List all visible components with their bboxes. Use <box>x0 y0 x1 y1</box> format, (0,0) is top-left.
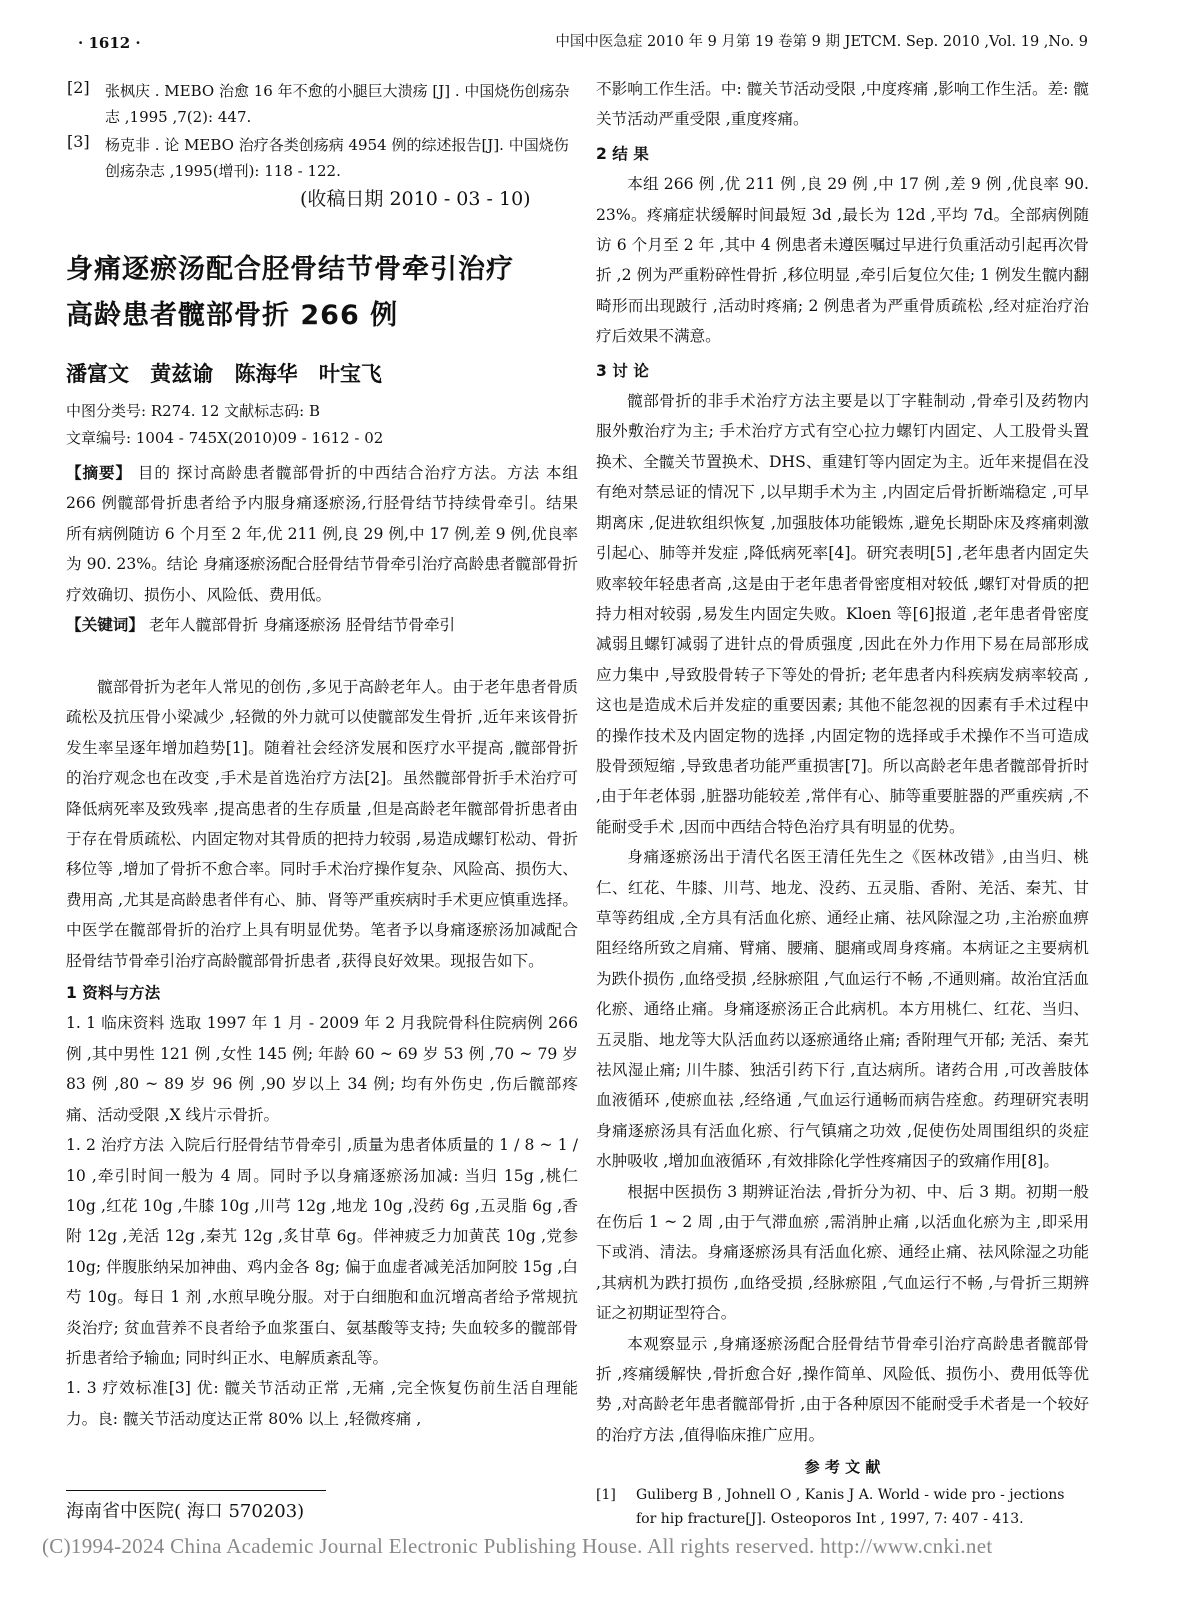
reference-item <box>67 78 577 130</box>
previous-references <box>67 78 577 184</box>
criteria-continued: 不影响工作生活。中: 髋关节活动受限 ,中度疼痛 ,影响工作生活。差: 髋关节活动严重受限 ,重度疼痛。 <box>596 80 1089 129</box>
footnote-divider <box>66 1490 326 1491</box>
abstract-text: 目的 探讨高龄患者髋部骨折的中西结合治疗方法。方法 本组 266 例髋部骨折患者给予内服身痛逐瘀汤,行胫骨结节持续骨牵引。结果 所有病例随访 6 个月至 2 年,优 211 例,良 29 例,中 17 例,差 9 例,优良率为 90. 23%。结论 身痛逐瘀汤配合胫骨结节骨牵引治疗高龄患者髋部骨折疗效确切、损伤小、风险低、费用低。 <box>66 464 578 604</box>
section-heading-results: 2 结 果 <box>596 144 649 163</box>
classification-number: 中图分类号: R274. 12 文献标志码: B <box>66 402 320 420</box>
reference-text: 杨克非 . 论 MEBO 治疗各类创疡病 4954 例的综述报告[J]. 中国烧伤创疡杂志 ,1995(增刊): 118 - 122. <box>105 136 569 180</box>
article-title-line1: 身痛逐瘀汤配合胫骨结节骨牵引治疗 <box>66 254 514 285</box>
reference-number: [1] <box>596 1486 616 1503</box>
copyright-watermark: (C)1994-2024 China Academic Journal Electronic Publishing House. All rights reserved. http://www.cnki.net <box>42 1534 993 1558</box>
article-title-line2: 高龄患者髋部骨折 266 例 <box>66 300 399 331</box>
page-number: · 1612 · <box>78 34 141 52</box>
journal-header: 中国中医急症 2010 年 9 月第 19 卷第 9 期 JETCM. Sep. 2010 ,Vol. 19 ,No. 9 <box>555 34 1088 50</box>
reference-text: Guliberg B , Johnell O , Kanis J A. World - wide pro - jections for hip fracture[J]. Osteoporos Int , 1997, 7: 407 - 413. <box>636 1486 1065 1527</box>
references-heading: 参 考 文 献 <box>804 1458 881 1477</box>
intro-paragraph: 髋部骨折为老年人常见的创伤 ,多见于高龄老年人。由于老年患者骨质疏松及抗压骨小梁减少 ,轻微的外力就可以使髋部发生骨折 ,近年来该骨折发生率呈逐年增加趋势[1]。随着社会经济发展和医疗水平提高 ,髋部骨折的治疗观念也在改变 ,手术是首选治疗方法[2]。虽然髋部骨折手术治疗可降低病死率及致残率 ,提高患者的生存质量 ,但是高龄老年髋部骨折患者由于存在骨质疏松、内固定物对其骨质的把持力较弱 ,易造成螺钉松动、骨折移位等 ,增加了骨折不愈合率。同时手术治疗操作复杂、风险高、损伤大、费用高 ,尤其是高龄患者伴有心、肺、肾等严重疾病时手术更应慎重选择。中医学在髋部骨折的治疗上具有明显优势。笔者予以身痛逐瘀汤加减配合胫骨结节骨牵引治疗高龄髋部骨折患者 ,获得良好效果。现报告如下。 <box>66 678 578 970</box>
reference-number: [2] <box>67 78 90 97</box>
reference-item <box>67 132 577 184</box>
section-heading-discussion: 3 讨 论 <box>596 361 649 380</box>
right-column <box>596 74 1089 1531</box>
discussion-paragraph-3: 根据中医损伤 3 期辨证治法 ,骨折分为初、中、后 3 期。初期一般在伤后 1 ~ 2 周 ,由于气滞血瘀 ,需消肿止痛 ,以活血化瘀为主 ,即采用下或消、清法。身痛逐瘀汤具有活血化瘀、通经止痛、祛风除湿之功能 ,其病机为跌打损伤 ,血络受损 ,经脉瘀阻 ,气血运行不畅 ,与骨折三期辨证之初期证型符合。 <box>596 1182 1089 1323</box>
affiliation-footnote: 海南省中医院( 海口 570203) <box>66 1501 305 1522</box>
received-date: (收稿日期 2010 - 03 - 10) <box>300 188 531 210</box>
reference-item <box>596 1483 1089 1531</box>
section-1-3: 1. 3 疗效标准[3] 优: 髋关节活动正常 ,无痛 ,完全恢复伤前生活自理能力。良: 髋关节活动度达正常 80% 以上 ,轻微疼痛 , <box>66 1379 578 1428</box>
keywords-label: 【关键词】 <box>66 615 144 635</box>
reference-number: [3] <box>67 132 90 151</box>
section-1-2: 1. 2 治疗方法 入院后行胫骨结节骨牵引 ,质量为患者体质量的 1 / 8 ~ 1 / 10 ,牵引时间一般为 4 周。同时予以身痛逐瘀汤加减: 当归 15g ,桃仁 10g ,红花 10g ,牛膝 10g ,川芎 12g ,地龙 10g ,没药 6g ,五灵脂 6g ,香附 12g ,羌活 12g ,秦艽 12g ,炙甘草 6g。伴神疲乏力加黄芪 10g ,党参 10g; 伴腹胀纳呆加神曲、鸡内金各 8g; 偏于血虚者减羌活加阿胶 15g ,白芍 10g。每日 1 剂 ,水煎早晚分服。对于白细胞和血沉增高者给予常规抗炎治疗; 贫血营养不良者给予血浆蛋白、氨基酸等支持; 失血较多的髋部骨折患者给予输血; 同时纠正水、电解质紊乱等。 <box>66 1136 578 1367</box>
results-paragraph: 本组 266 例 ,优 211 例 ,良 29 例 ,中 17 例 ,差 9 例 ,优良率 90. 23%。疼痛症状缓解时间最短 3d ,最长为 12d ,平均 7d。全部病例随访 6 个月至 2 年 ,其中 4 例患者未遵医嘱过早进行负重活动引起再次骨折 ,2 例为严重粉碎性骨折 ,移位明显 ,牵引后复位欠佳; 1 例发生髋内翻畸形而出现跛行 ,活动时疼痛; 2 例患者为严重骨质疏松 ,经对症治疗治疗后效果不满意。 <box>596 175 1089 346</box>
discussion-paragraph-1: 髋部骨折的非手术治疗方法主要是以丁字鞋制动 ,骨牵引及药物内服外敷治疗为主; 手术治疗方式有空心拉力螺钉内固定、人工股骨头置换术、全髋关节置换术、DHS、重建钉等内固定为主。近年来提倡在没有绝对禁忌证的情况下 ,以早期手术为主 ,内固定后骨折断端稳定 ,可早期离床 ,促进软组织恢复 ,加强肢体功能锻炼 ,避免长期卧床及疼痛刺激引起心、肺等并发症 ,降低病死率[4]。研究表明[5] ,老年患者内固定失败率较年轻患者高 ,这是由于老年患者骨密度相对较低 ,螺钉对骨质的把持力相对较弱 ,易发生内固定失败。Kloen 等[6]报道 ,老年患者骨密度减弱且螺钉减弱了进针点的骨质强度 ,因此在外力作用下易在局部形成应力集中 ,导致股骨转子下等处的骨折; 老年患者内科疾病发病率较高 ,这也是造成术后并发症的重要因素; 其他不能忽视的因素有手术过程中的操作技术及内固定物的选择 ,内固定物的选择或手术操作不当可造成股骨颈短缩 ,导致患者功能严重损害[7]。所以高龄老年患者髋部骨折时 ,由于年老体弱 ,脏器功能较差 ,常伴有心、肺等重要脏器的严重疾病 ,不能耐受手术 ,因而中西结合特色治疗具有明显的优势。 <box>596 392 1089 836</box>
discussion-paragraph-4: 本观察显示 ,身痛逐瘀汤配合胫骨结节骨牵引治疗高龄患者髋部骨折 ,疼痛缓解快 ,骨折愈合好 ,操作简单、风险低、损伤小、费用低等优势 ,对高龄老年患者髋部骨折 ,由于各种原因不能耐受手术者是一个较好的治疗方法 ,值得临床推广应用。 <box>596 1334 1089 1444</box>
left-column <box>66 672 578 1434</box>
section-1-1: 1. 1 临床资料 选取 1997 年 1 月 - 2009 年 2 月我院骨科住院病例 266 例 ,其中男性 121 例 ,女性 145 例; 年龄 60 ~ 69 岁 53 例 ,70 ~ 79 岁 83 例 ,80 ~ 89 岁 96 例 ,90 岁以上 34 例; 均有外伤史 ,伤后髋部疼痛、活动受限 ,X 线片示骨折。 <box>66 1014 578 1124</box>
reference-text: 张枫庆 . MEBO 治愈 16 年不愈的小腿巨大溃疡 [J] . 中国烧伤创疡杂志 ,1995 ,7(2): 447. <box>105 82 570 126</box>
authors: 潘富文 黄兹谕 陈海华 叶宝飞 <box>66 362 382 386</box>
abstract-label: 【摘要】 <box>66 463 133 482</box>
discussion-paragraph-2: 身痛逐瘀汤出于清代名医王清任先生之《医林改错》,由当归、桃仁、红花、牛膝、川芎、地龙、没药、五灵脂、香附、羌活、秦艽、甘草等药组成 ,全方具有活血化瘀、通经止痛、祛风除湿之功 ,主治瘀血痹阻经络所致之肩痛、臂痛、腰痛、腿痛或周身疼痛。本病证之主要病机为跌仆损伤 ,血络受损 ,经脉瘀阻 ,气血运行不畅 ,不通则痛。故治宜活血化瘀、通络止痛。身痛逐瘀汤正合此病机。本方用桃仁、红花、当归、五灵脂、地龙等大队活血药以逐瘀通络止痛; 香附理气开郁; 羌活、秦艽祛风湿止痛; 川牛膝、独活引药下行 ,直达病所。诸药合用 ,可改善肢体血液循环 ,使瘀血祛 ,经络通 ,气血运行通畅而病告痊愈。药理研究表明身痛逐瘀汤具有活血化瘀、行气镇痛之功效 ,促使伤处周围组织的炎症水肿吸收 ,增加血液循环 ,有效排除化学性疼痛因子的致痛作用[8]。 <box>596 848 1089 1171</box>
article-number: 文章编号: 1004 - 745X(2010)09 - 1612 - 02 <box>66 429 384 447</box>
section-heading-methods: 1 资料与方法 <box>66 984 161 1003</box>
keywords-text: 老年人髋部骨折 身痛逐瘀汤 胫骨结节骨牵引 <box>148 616 456 635</box>
abstract-block <box>66 458 578 640</box>
